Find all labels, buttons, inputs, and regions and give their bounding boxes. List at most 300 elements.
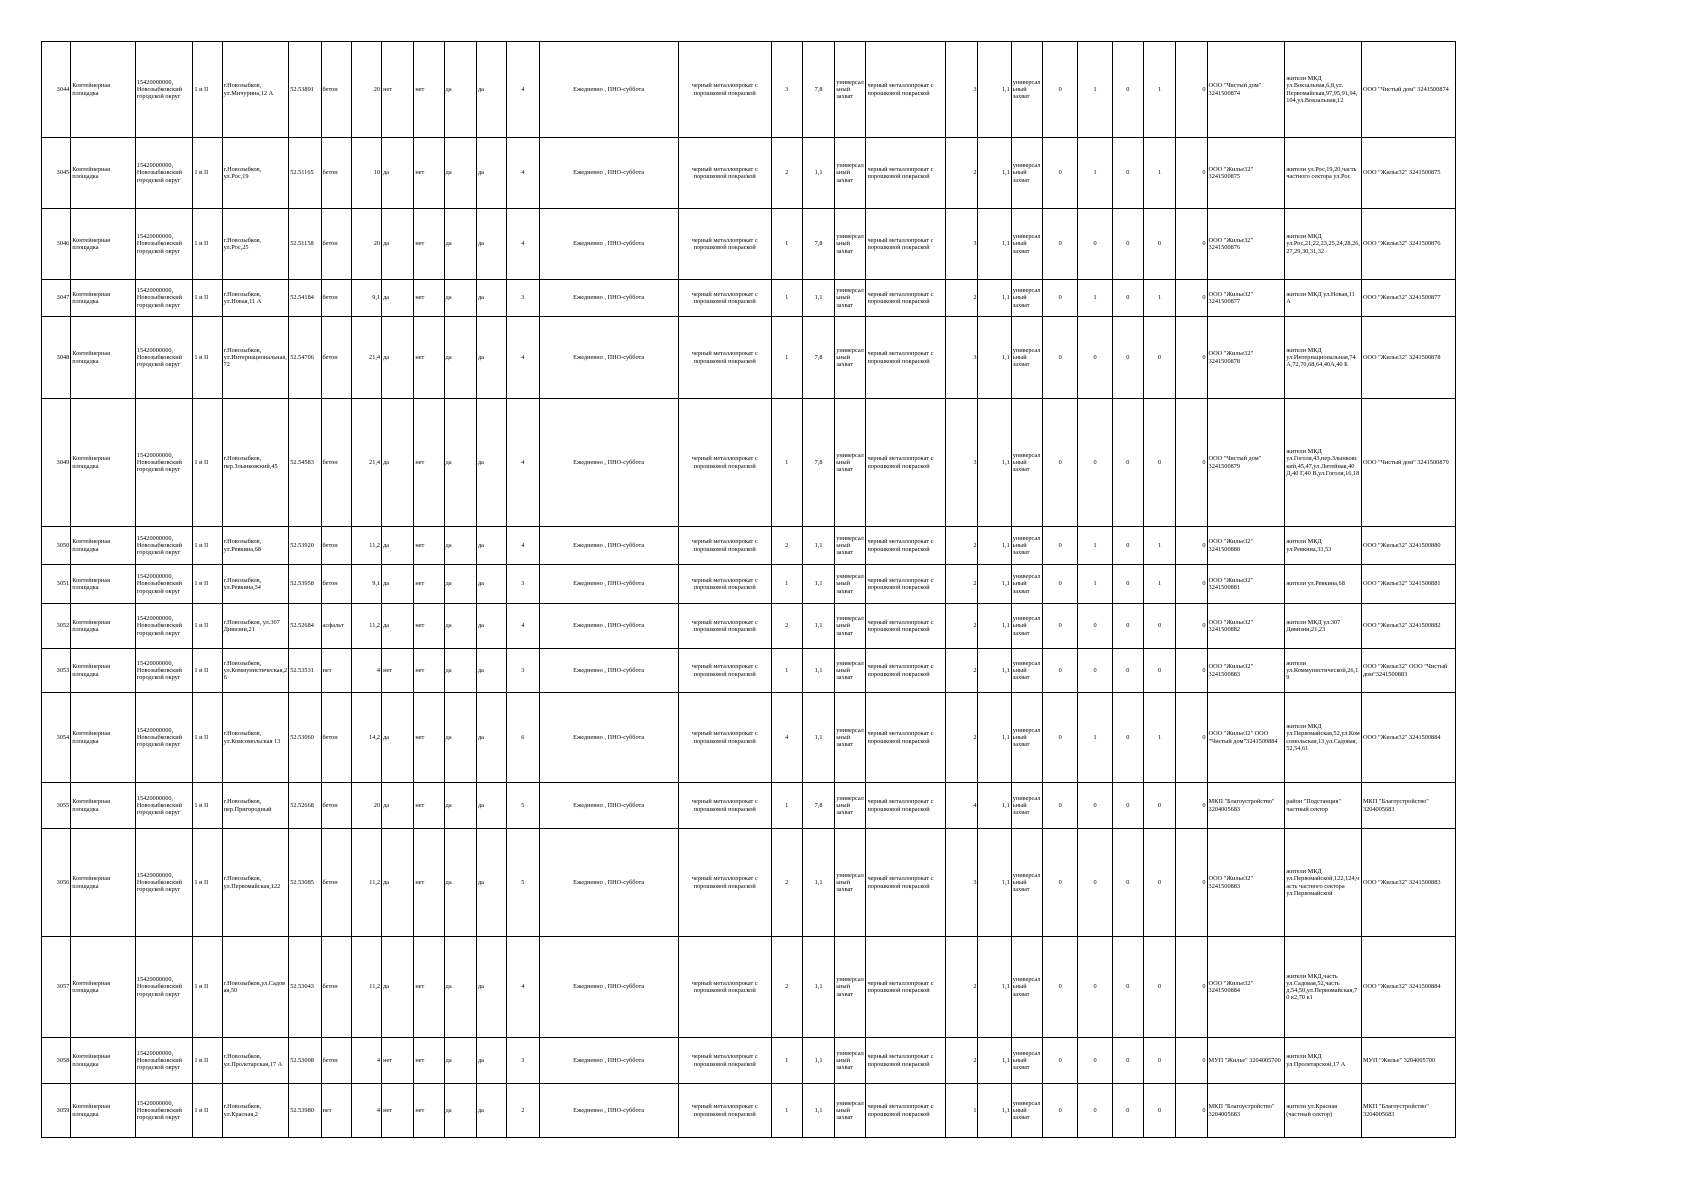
roof-cell: нет — [414, 565, 444, 604]
bin-quantity-cell: 3 — [946, 209, 978, 280]
collection-schedule-cell: Ежедневно , ПНО-суббота — [539, 604, 678, 649]
bin-volume-cell: 1,1 — [978, 527, 1011, 565]
drainage-cell: да — [476, 1038, 506, 1084]
bunker-count-cell: 0 — [1043, 693, 1078, 783]
served-objects-cell: жители МКД ул.Новая,11 А — [1285, 280, 1362, 317]
container-count-cell: 4 — [507, 209, 539, 280]
category-cell: 1 и II — [193, 604, 222, 649]
municipality-code-cell: 15420000000, Новозыбковский городской округ — [135, 1084, 193, 1138]
roof-cell: нет — [414, 604, 444, 649]
waste-generator-cell: МУП "Жилье" 3204005700 — [1361, 1038, 1455, 1084]
container-count-cell: 4 — [507, 138, 539, 209]
separate-volume-cell: 0 — [1143, 783, 1175, 829]
site-owner-cell: ООО "Жилье32" 3241500882 — [1207, 604, 1285, 649]
served-objects-cell: жители ул.Ревкина,68 — [1285, 565, 1362, 604]
drainage-cell: да — [476, 317, 506, 399]
bin-volume-cell: 1,1 — [978, 138, 1011, 209]
other-cell: 0 — [1176, 42, 1207, 138]
bunker-count-cell: 0 — [1043, 138, 1078, 209]
category-cell: 1 и II — [193, 527, 222, 565]
site-type-cell: Контейнерная площадка — [71, 209, 136, 280]
accessible-road-cell: да — [444, 138, 476, 209]
waste-generator-cell: ООО "Жилье32" 3241500875 — [1361, 138, 1455, 209]
container-count-cell: 5 — [507, 783, 539, 829]
container-volume-cell: 1,1 — [802, 829, 834, 937]
separate-count-cell: 0 — [1112, 399, 1143, 527]
container-count-cell: 2 — [507, 1084, 539, 1138]
container-material-cell: черный металлопрокат с порошковой покраской — [678, 209, 771, 280]
address-cell: г.Новозыбков, ул.Новая,11 А — [222, 280, 289, 317]
waste-generator-cell: ООО "Чистый дом" 3241500879 — [1361, 399, 1455, 527]
bin-material-cell: черный металлопрокат с порошковой покраской — [866, 138, 946, 209]
collection-schedule-cell: Ежедневно , ПНО-суббота — [539, 565, 678, 604]
collection-schedule-cell: Ежедневно , ПНО-суббота — [539, 1084, 678, 1138]
bunker-volume-cell: 1 — [1078, 42, 1112, 138]
table-row — [42, 1084, 1456, 1138]
accessible-road-cell: да — [444, 42, 476, 138]
area-cell: 4 — [351, 649, 381, 693]
row-number-cell: 3046 — [42, 209, 71, 280]
separate-volume-cell: 1 — [1143, 565, 1175, 604]
bin-loading-type-cell: универсальный захват — [1011, 317, 1042, 399]
fence-cell: да — [382, 565, 414, 604]
other-cell: 0 — [1176, 399, 1207, 527]
drainage-cell: да — [476, 829, 506, 937]
loading-type-cell: универсальный захват — [835, 565, 866, 604]
collection-schedule-cell: Ежедневно , ПНО-суббота — [539, 693, 678, 783]
loading-type-cell: универсальный захват — [835, 829, 866, 937]
roof-cell: нет — [414, 649, 444, 693]
container-count-cell: 4 — [507, 604, 539, 649]
bunker-count-cell: 0 — [1043, 1038, 1078, 1084]
roof-cell: нет — [414, 209, 444, 280]
bunker-count-cell: 0 — [1043, 527, 1078, 565]
roof-cell: нет — [414, 399, 444, 527]
surface-cell: бетон — [321, 317, 351, 399]
fence-cell: нет — [382, 42, 414, 138]
container-quantity-cell: 2 — [771, 527, 802, 565]
site-type-cell: Контейнерная площадка — [71, 604, 136, 649]
bin-loading-type-cell: универсальный захват — [1011, 693, 1042, 783]
drainage-cell: да — [476, 42, 506, 138]
loading-type-cell: универсальный захват — [835, 317, 866, 399]
municipality-code-cell: 15420000000, Новозыбковский городской округ — [135, 317, 193, 399]
site-type-cell: Контейнерная площадка — [71, 527, 136, 565]
container-volume-cell: 7,8 — [802, 399, 834, 527]
accessible-road-cell: да — [444, 693, 476, 783]
roof-cell: нет — [414, 42, 444, 138]
site-owner-cell: ООО "Жилье32" 3241500883 — [1207, 829, 1285, 937]
area-cell: 9,1 — [351, 565, 381, 604]
table-row — [42, 937, 1456, 1038]
latitude-cell: 52.51158 — [289, 209, 321, 280]
bunker-volume-cell: 0 — [1078, 317, 1112, 399]
accessible-road-cell: да — [444, 1038, 476, 1084]
served-objects-cell: жители МКД ул.Первомайская,52,ул.Комсомольская,13,ул.Садовая,52,54,61 — [1285, 693, 1362, 783]
separate-volume-cell: 0 — [1143, 317, 1175, 399]
waste-generator-cell: ООО "Жилье32" 3241500878 — [1361, 317, 1455, 399]
municipality-code-cell: 15420000000, Новозыбковский городской округ — [135, 829, 193, 937]
address-cell: г.Новозыбков, ул.Красная,2 — [222, 1084, 289, 1138]
surface-cell: бетон — [321, 527, 351, 565]
fence-cell: нет — [382, 649, 414, 693]
row-number-cell: 3053 — [42, 649, 71, 693]
table-row — [42, 399, 1456, 527]
container-quantity-cell: 1 — [771, 399, 802, 527]
container-quantity-cell: 2 — [771, 937, 802, 1038]
separate-count-cell: 0 — [1112, 42, 1143, 138]
container-quantity-cell: 1 — [771, 317, 802, 399]
collection-schedule-cell: Ежедневно , ПНО-суббота — [539, 138, 678, 209]
area-cell: 9,1 — [351, 280, 381, 317]
separate-count-cell: 0 — [1112, 783, 1143, 829]
site-type-cell: Контейнерная площадка — [71, 783, 136, 829]
separate-volume-cell: 0 — [1143, 1084, 1175, 1138]
separate-count-cell: 0 — [1112, 1084, 1143, 1138]
site-owner-cell: ООО "Чистый дом" 3241500879 — [1207, 399, 1285, 527]
address-cell: г.Новозыбков, пер.Пригородный — [222, 783, 289, 829]
accessible-road-cell: да — [444, 527, 476, 565]
site-owner-cell: ООО "Жилье32" 3241500875 — [1207, 138, 1285, 209]
area-cell: 20 — [351, 42, 381, 138]
container-count-cell: 3 — [507, 565, 539, 604]
container-quantity-cell: 2 — [771, 138, 802, 209]
surface-cell: бетон — [321, 1038, 351, 1084]
separate-count-cell: 0 — [1112, 280, 1143, 317]
site-type-cell: Контейнерная площадка — [71, 280, 136, 317]
roof-cell: нет — [414, 527, 444, 565]
bin-quantity-cell: 2 — [946, 280, 978, 317]
container-quantity-cell: 2 — [771, 604, 802, 649]
roof-cell: нет — [414, 829, 444, 937]
bin-material-cell: черный металлопрокат с порошковой покраской — [866, 604, 946, 649]
fence-cell: да — [382, 937, 414, 1038]
row-number-cell: 3044 — [42, 42, 71, 138]
other-cell: 0 — [1176, 937, 1207, 1038]
municipality-code-cell: 15420000000, Новозыбковский городской округ — [135, 783, 193, 829]
area-cell: 11,2 — [351, 937, 381, 1038]
address-cell: г.Новозыбков, ул.Рос,19 — [222, 138, 289, 209]
row-number-cell: 3047 — [42, 280, 71, 317]
bin-volume-cell: 1,1 — [978, 42, 1011, 138]
bin-material-cell: черный металлопрокат с порошковой покраской — [866, 565, 946, 604]
address-cell: г.Новозыбков, ул.Ревкина,34 — [222, 565, 289, 604]
separate-volume-cell: 0 — [1143, 1038, 1175, 1084]
container-count-cell: 4 — [507, 317, 539, 399]
surface-cell: нет — [321, 649, 351, 693]
container-material-cell: черный металлопрокат с порошковой покраской — [678, 317, 771, 399]
roof-cell: нет — [414, 1084, 444, 1138]
served-objects-cell: жители ул.Красная (частный сектор) — [1285, 1084, 1362, 1138]
bunker-volume-cell: 0 — [1078, 399, 1112, 527]
container-material-cell: черный металлопрокат с порошковой покраской — [678, 565, 771, 604]
bin-volume-cell: 1,1 — [978, 829, 1011, 937]
municipality-code-cell: 15420000000, Новозыбковский городской округ — [135, 42, 193, 138]
collection-schedule-cell: Ежедневно , ПНО-суббота — [539, 527, 678, 565]
container-material-cell: черный металлопрокат с порошковой покраской — [678, 42, 771, 138]
area-cell: 20 — [351, 783, 381, 829]
other-cell: 0 — [1176, 783, 1207, 829]
waste-generator-cell: ООО "Жилье32" 3241500884 — [1361, 693, 1455, 783]
category-cell: 1 и II — [193, 138, 222, 209]
roof-cell: нет — [414, 783, 444, 829]
waste-generator-cell: ООО "Жилье32" 3241500880 — [1361, 527, 1455, 565]
drainage-cell: да — [476, 649, 506, 693]
container-volume-cell: 1,1 — [802, 527, 834, 565]
other-cell: 0 — [1176, 209, 1207, 280]
site-type-cell: Контейнерная площадка — [71, 1084, 136, 1138]
container-volume-cell: 1,1 — [802, 649, 834, 693]
address-cell: г.Новозыбков, ул.Интернациональная,72 — [222, 317, 289, 399]
separate-volume-cell: 0 — [1143, 209, 1175, 280]
accessible-road-cell: да — [444, 399, 476, 527]
waste-site-register-table — [41, 41, 1456, 1138]
bin-quantity-cell: 2 — [946, 527, 978, 565]
separate-volume-cell: 0 — [1143, 399, 1175, 527]
other-cell: 0 — [1176, 280, 1207, 317]
bunker-volume-cell: 0 — [1078, 604, 1112, 649]
bin-quantity-cell: 3 — [946, 317, 978, 399]
separate-count-cell: 0 — [1112, 565, 1143, 604]
surface-cell: бетон — [321, 937, 351, 1038]
address-cell: г.Новозыбков,ул.Садовая,50 — [222, 937, 289, 1038]
collection-schedule-cell: Ежедневно , ПНО-суббота — [539, 937, 678, 1038]
surface-cell: бетон — [321, 399, 351, 527]
fence-cell: да — [382, 280, 414, 317]
bin-loading-type-cell: универсальный захват — [1011, 829, 1042, 937]
bin-quantity-cell: 3 — [946, 42, 978, 138]
category-cell: 1 и II — [193, 693, 222, 783]
bunker-volume-cell: 1 — [1078, 280, 1112, 317]
container-material-cell: черный металлопрокат с порошковой покраской — [678, 138, 771, 209]
loading-type-cell: универсальный захват — [835, 280, 866, 317]
loading-type-cell: универсальный захват — [835, 783, 866, 829]
loading-type-cell: универсальный захват — [835, 937, 866, 1038]
bin-loading-type-cell: универсальный захват — [1011, 649, 1042, 693]
container-volume-cell: 1,1 — [802, 604, 834, 649]
separate-volume-cell: 1 — [1143, 527, 1175, 565]
bin-quantity-cell: 2 — [946, 138, 978, 209]
separate-count-cell: 0 — [1112, 209, 1143, 280]
loading-type-cell: универсальный захват — [835, 42, 866, 138]
served-objects-cell: жители МКД ул.Вокзальная,6,8,ул. Первомайская,97,95,91,94,104,ул.Вокзальная,12 — [1285, 42, 1362, 138]
latitude-cell: 52.54583 — [289, 399, 321, 527]
bin-material-cell: черный металлопрокат с порошковой покраской — [866, 280, 946, 317]
bin-volume-cell: 1,1 — [978, 693, 1011, 783]
separate-volume-cell: 0 — [1143, 649, 1175, 693]
site-owner-cell: ООО "Жилье32" ООО "Чистый дом"3241500884 — [1207, 693, 1285, 783]
drainage-cell: да — [476, 1084, 506, 1138]
roof-cell: нет — [414, 693, 444, 783]
container-volume-cell: 1,1 — [802, 1084, 834, 1138]
served-objects-cell: жители МКД ул.307 Дивизии,21,23 — [1285, 604, 1362, 649]
loading-type-cell: универсальный захват — [835, 527, 866, 565]
other-cell: 0 — [1176, 1038, 1207, 1084]
container-count-cell: 4 — [507, 42, 539, 138]
bin-volume-cell: 1,1 — [978, 399, 1011, 527]
address-cell: г.Новозыбков, ул.Рос,25 — [222, 209, 289, 280]
bin-loading-type-cell: универсальный захват — [1011, 527, 1042, 565]
category-cell: 1 и II — [193, 649, 222, 693]
municipality-code-cell: 15420000000, Новозыбковский городской округ — [135, 1038, 193, 1084]
bin-loading-type-cell: универсальный захват — [1011, 604, 1042, 649]
address-cell: г.Новозыбков, ул.Коммунистическая,26 — [222, 649, 289, 693]
row-number-cell: 3059 — [42, 1084, 71, 1138]
table-row — [42, 527, 1456, 565]
address-cell: г.Новозыбков, ул.Мичурина,12 А — [222, 42, 289, 138]
surface-cell: бетон — [321, 42, 351, 138]
bin-loading-type-cell: универсальный захват — [1011, 42, 1042, 138]
container-material-cell: черный металлопрокат с порошковой покраской — [678, 937, 771, 1038]
area-cell: 20 — [351, 209, 381, 280]
bunker-volume-cell: 0 — [1078, 649, 1112, 693]
fence-cell: да — [382, 209, 414, 280]
latitude-cell: 52.53920 — [289, 527, 321, 565]
bin-material-cell: черный металлопрокат с порошковой покраской — [866, 1084, 946, 1138]
separate-count-cell: 0 — [1112, 1038, 1143, 1084]
bin-quantity-cell: 1 — [946, 1084, 978, 1138]
loading-type-cell: универсальный захват — [835, 693, 866, 783]
collection-schedule-cell: Ежедневно , ПНО-суббота — [539, 42, 678, 138]
row-number-cell: 3051 — [42, 565, 71, 604]
separate-count-cell: 0 — [1112, 693, 1143, 783]
container-quantity-cell: 1 — [771, 209, 802, 280]
container-quantity-cell: 1 — [771, 1084, 802, 1138]
waste-generator-cell: МКП "Благоустройство" 3204005683 — [1361, 1084, 1455, 1138]
category-cell: 1 и II — [193, 1038, 222, 1084]
fence-cell: да — [382, 829, 414, 937]
container-quantity-cell: 4 — [771, 693, 802, 783]
address-cell: г.Новозыбков, ул.Комсомольская 13 — [222, 693, 289, 783]
served-objects-cell: жители МКД ул.Ревкина,33,53 — [1285, 527, 1362, 565]
served-objects-cell: жители МКД ул.Рос,21,22,23,25,24,28,26,27,29,30,31,32 — [1285, 209, 1362, 280]
bin-material-cell: черный металлопрокат с порошковой покраской — [866, 937, 946, 1038]
fence-cell: да — [382, 693, 414, 783]
bunker-volume-cell: 0 — [1078, 209, 1112, 280]
latitude-cell: 52.53531 — [289, 649, 321, 693]
table-row — [42, 604, 1456, 649]
category-cell: 1 и II — [193, 565, 222, 604]
separate-count-cell: 0 — [1112, 527, 1143, 565]
category-cell: 1 и II — [193, 280, 222, 317]
row-number-cell: 3045 — [42, 138, 71, 209]
bin-loading-type-cell: универсальный захват — [1011, 280, 1042, 317]
site-owner-cell: МКП "Благоустройство" 3204005683 — [1207, 1084, 1285, 1138]
roof-cell: нет — [414, 280, 444, 317]
roof-cell: нет — [414, 138, 444, 209]
latitude-cell: 52.52684 — [289, 604, 321, 649]
other-cell: 0 — [1176, 604, 1207, 649]
latitude-cell: 52.53085 — [289, 829, 321, 937]
latitude-cell: 52.53980 — [289, 1084, 321, 1138]
loading-type-cell: универсальный захват — [835, 649, 866, 693]
container-material-cell: черный металлопрокат с порошковой покраской — [678, 1038, 771, 1084]
container-quantity-cell: 1 — [771, 649, 802, 693]
waste-generator-cell: ООО "Жилье32" 3241500884 — [1361, 937, 1455, 1038]
separate-count-cell: 0 — [1112, 317, 1143, 399]
container-volume-cell: 7,8 — [802, 317, 834, 399]
other-cell: 0 — [1176, 649, 1207, 693]
separate-volume-cell: 0 — [1143, 937, 1175, 1038]
address-cell: г.Новозыбков, ул.Первомайская,122 — [222, 829, 289, 937]
container-quantity-cell: 1 — [771, 1038, 802, 1084]
site-type-cell: Контейнерная площадка — [71, 317, 136, 399]
container-material-cell: черный металлопрокат с порошковой покраской — [678, 280, 771, 317]
table-row — [42, 829, 1456, 937]
bin-material-cell: черный металлопрокат с порошковой покраской — [866, 42, 946, 138]
container-count-cell: 3 — [507, 1038, 539, 1084]
bunker-volume-cell: 1 — [1078, 138, 1112, 209]
row-number-cell: 3058 — [42, 1038, 71, 1084]
surface-cell: бетон — [321, 829, 351, 937]
bin-quantity-cell: 2 — [946, 565, 978, 604]
bin-material-cell: черный металлопрокат с порошковой покраской — [866, 1038, 946, 1084]
collection-schedule-cell: Ежедневно , ПНО-суббота — [539, 783, 678, 829]
container-volume-cell: 7,8 — [802, 42, 834, 138]
separate-count-cell: 0 — [1112, 829, 1143, 937]
collection-schedule-cell: Ежедневно , ПНО-суббота — [539, 829, 678, 937]
site-type-cell: Контейнерная площадка — [71, 829, 136, 937]
container-count-cell: 6 — [507, 693, 539, 783]
latitude-cell: 52.53043 — [289, 937, 321, 1038]
municipality-code-cell: 15420000000, Новозыбковский городской округ — [135, 527, 193, 565]
container-quantity-cell: 2 — [771, 829, 802, 937]
site-owner-cell: МКП "Благоустройство" 3204005683 — [1207, 783, 1285, 829]
accessible-road-cell: да — [444, 565, 476, 604]
row-number-cell: 3050 — [42, 527, 71, 565]
collection-schedule-cell: Ежедневно , ПНО-суббота — [539, 649, 678, 693]
container-volume-cell: 1,1 — [802, 693, 834, 783]
site-owner-cell: ООО "Жилье32" 3241500878 — [1207, 317, 1285, 399]
table-row — [42, 783, 1456, 829]
municipality-code-cell: 15420000000, Новозыбковский городской округ — [135, 209, 193, 280]
bin-material-cell: черный металлопрокат с порошковой покраской — [866, 527, 946, 565]
table-row — [42, 317, 1456, 399]
fence-cell: да — [382, 317, 414, 399]
site-type-cell: Контейнерная площадка — [71, 649, 136, 693]
site-owner-cell: МУП "Жилье" 3204005700 — [1207, 1038, 1285, 1084]
loading-type-cell: универсальный захват — [835, 1084, 866, 1138]
container-material-cell: черный металлопрокат с порошковой покраской — [678, 527, 771, 565]
bin-quantity-cell: 3 — [946, 399, 978, 527]
loading-type-cell: универсальный захват — [835, 1038, 866, 1084]
drainage-cell: да — [476, 783, 506, 829]
bin-material-cell: черный металлопрокат с порошковой покраской — [866, 829, 946, 937]
loading-type-cell: универсальный захват — [835, 604, 866, 649]
waste-generator-cell: ООО "Чистый дом" 3241500874 — [1361, 42, 1455, 138]
site-owner-cell: ООО "Жилье32" 3241500883 — [1207, 649, 1285, 693]
area-cell: 14,2 — [351, 693, 381, 783]
fence-cell: да — [382, 604, 414, 649]
surface-cell: нет — [321, 1084, 351, 1138]
separate-volume-cell: 0 — [1143, 829, 1175, 937]
other-cell: 0 — [1176, 693, 1207, 783]
site-owner-cell: ООО "Жилье32" 3241500884 — [1207, 937, 1285, 1038]
site-owner-cell: ООО "Жилье32" 3241500881 — [1207, 565, 1285, 604]
category-cell: 1 и II — [193, 209, 222, 280]
bin-volume-cell: 1,1 — [978, 783, 1011, 829]
bin-volume-cell: 1,1 — [978, 649, 1011, 693]
roof-cell: нет — [414, 937, 444, 1038]
bin-volume-cell: 1,1 — [978, 317, 1011, 399]
container-material-cell: черный металлопрокат с порошковой покраской — [678, 604, 771, 649]
bunker-count-cell: 0 — [1043, 604, 1078, 649]
waste-generator-cell: ООО "Жилье32" 3241500883 — [1361, 829, 1455, 937]
bunker-volume-cell: 0 — [1078, 1084, 1112, 1138]
category-cell: 1 и II — [193, 317, 222, 399]
other-cell: 0 — [1176, 1084, 1207, 1138]
latitude-cell: 52.53891 — [289, 42, 321, 138]
